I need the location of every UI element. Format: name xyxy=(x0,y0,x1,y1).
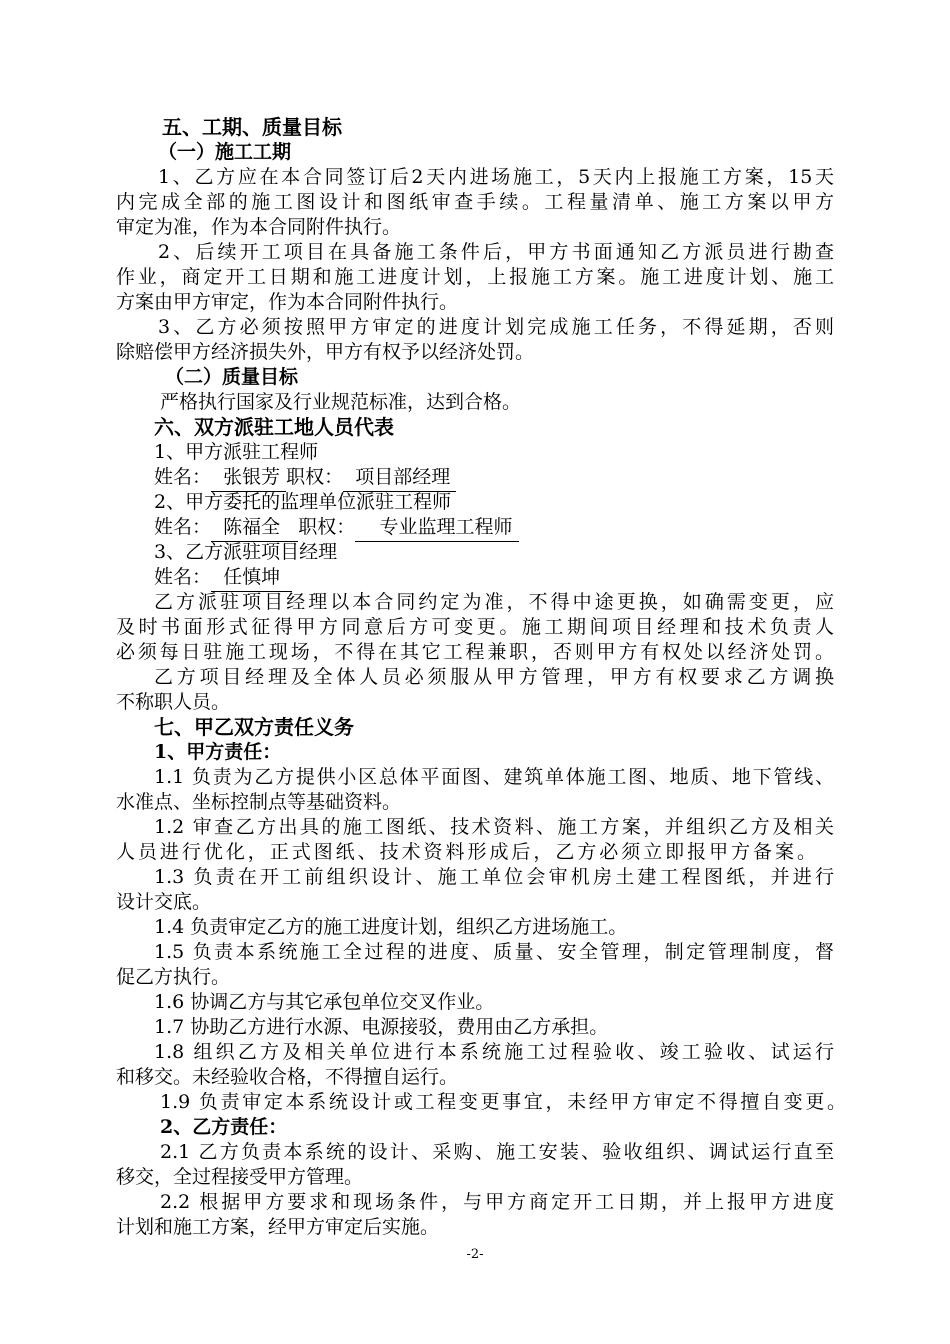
paragraph-line: 1.3 负责在开工前组织设计、施工单位会审机房土建工程图纸，并进行 xyxy=(154,866,834,888)
paragraph-line: 2、后续开工项目在具备施工条件后，甲方书面通知乙方派员进行勘查 xyxy=(158,241,834,263)
rep-name-value: 任慎坤 xyxy=(211,564,292,592)
paragraph-line: 3、乙方必须按照甲方审定的进度计划完成施工任务，不得延期，否则 xyxy=(158,316,834,338)
paragraph-line: 促乙方执行。 xyxy=(116,966,231,988)
section-7-1-heading: 1、甲方责任： xyxy=(154,741,282,763)
rep-name-line-1: 姓名： 张银芳 职权： 项目部经理 xyxy=(154,464,456,490)
paragraph-line: 1.7 协助乙方进行水源、电源接驳，费用由乙方承担。 xyxy=(154,1016,609,1038)
paragraph-line: 1.6 协调乙方与其它承包单位交叉作业。 xyxy=(154,991,495,1013)
paragraph-line: 不称职人员。 xyxy=(116,691,231,713)
paragraph-line: 1.5 负责本系统施工全过程的进度、质量、安全管理，制定管理制度，督 xyxy=(154,941,834,963)
section-5-1-heading: （一）施工工期 xyxy=(158,141,292,163)
paragraph-line: 乙方派驻项目经理以本合同约定为准，不得中途更换，如确需变更，应 xyxy=(154,591,834,613)
page-number: -2- xyxy=(466,1247,484,1262)
paragraph-line: 人员进行优化，正式图纸、技术资料形成后，乙方必须立即报甲方备案。 xyxy=(116,841,816,863)
section-7-2-heading: 2、乙方责任： xyxy=(160,1116,288,1138)
paragraph-line: 必须每日驻施工现场，不得在其它工程兼职，否则甲方有权处以经济处罚。 xyxy=(116,641,834,663)
section-5-2-heading: （二）质量目标 xyxy=(165,366,299,388)
paragraph-line: 内完成全部的施工图设计和图纸审查手续。工程量清单、施工方案以甲方 xyxy=(116,191,834,213)
paragraph-line: 1、乙方应在本合同签订后2天内进场施工，5天内上报施工方案，15天 xyxy=(158,166,834,188)
paragraph-line: 严格执行国家及行业规范标准，达到合格。 xyxy=(160,391,522,413)
rep-name-value: 陈福全 xyxy=(211,514,298,542)
paragraph-line: 水准点、坐标控制点等基础资料。 xyxy=(116,791,402,813)
paragraph-line: 3、乙方派驻项目经理 xyxy=(154,541,338,563)
paragraph-line: 设计交底。 xyxy=(116,891,212,913)
paragraph-line: 2.1 乙方负责本系统的设计、采购、施工安装、验收组织、调试运行直至 xyxy=(160,1141,834,1163)
rep-name-line-2: 姓名： 陈福全 职权： 专业监理工程师 xyxy=(154,514,519,540)
rep-name-value: 张银芳 xyxy=(211,464,286,492)
paragraph-line: 2、甲方委托的监理单位派驻工程师 xyxy=(154,491,452,513)
rep-authority-value: 项目部经理 xyxy=(343,464,456,492)
paragraph-line: 乙方项目经理及全体人员必须服从甲方管理，甲方有权要求乙方调换 xyxy=(154,666,834,688)
paragraph-line: 1.4 负责审定乙方的施工进度计划，组织乙方进场施工。 xyxy=(154,916,628,938)
paragraph-line: 及时书面形式征得甲方同意后方可变更。施工期间项目经理和技术负责人 xyxy=(116,616,834,638)
paragraph-line: 1.9 负责审定本系统设计或工程变更事宜，未经甲方审定不得擅自变更。 xyxy=(160,1091,846,1113)
paragraph-line: 2.2 根据甲方要求和现场条件，与甲方商定开工日期，并上报甲方进度 xyxy=(160,1191,834,1213)
section-7-heading: 七、甲乙双方责任义务 xyxy=(154,715,354,739)
paragraph-line: 1.1 负责为乙方提供小区总体平面图、建筑单体施工图、地质、地下管线、 xyxy=(154,766,834,788)
paragraph-line: 移交，全过程接受甲方管理。 xyxy=(116,1166,364,1188)
paragraph-line: 和移交。未经验收合格，不得擅自运行。 xyxy=(116,1066,459,1088)
paragraph-line: 除赔偿甲方经济损失外，甲方有权予以经济处罚。 xyxy=(116,341,535,363)
paragraph-line: 1.8 组织乙方及相关单位进行本系统施工过程验收、竣工验收、试运行 xyxy=(154,1041,834,1063)
paragraph-line: 审定为准，作为本合同附件执行。 xyxy=(116,216,402,238)
section-6-heading: 六、双方派驻工地人员代表 xyxy=(154,415,394,439)
paragraph-line: 作业，商定开工日期和施工进度计划，上报施工方案。施工进度计划、施工 xyxy=(116,266,834,288)
paragraph-line: 方案由甲方审定，作为本合同附件执行。 xyxy=(116,291,459,313)
paragraph-line: 1、甲方派驻工程师 xyxy=(154,441,319,463)
paragraph-line: 计划和施工方案，经甲方审定后实施。 xyxy=(116,1216,440,1238)
section-5-heading: 五、工期、质量目标 xyxy=(162,115,342,139)
rep-name-line-3: 姓名： 任慎坤 xyxy=(154,564,292,590)
paragraph-line: 1.2 审查乙方出具的施工图纸、技术资料、施工方案，并组织乙方及相关 xyxy=(154,816,834,838)
rep-authority-value: 专业监理工程师 xyxy=(355,514,518,542)
